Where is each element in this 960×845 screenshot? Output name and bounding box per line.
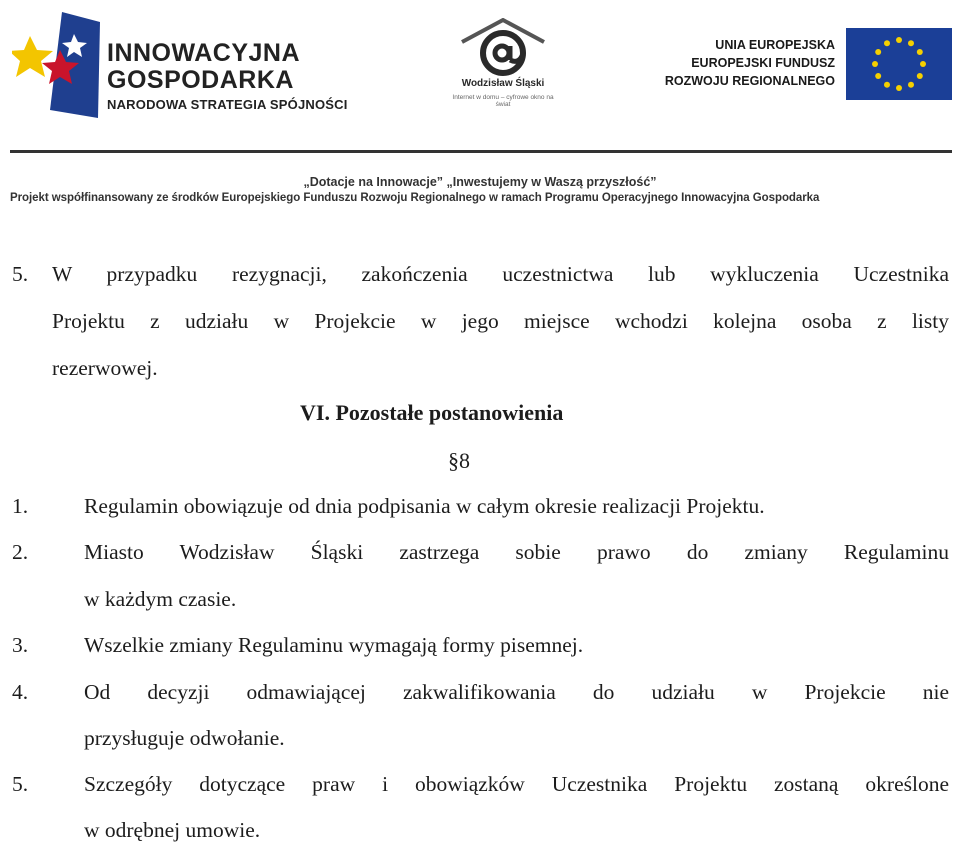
item-number: 2. <box>12 540 29 564</box>
item-text-line: Wszelkie zmiany Regulaminu wymagają formy pisemnej. <box>84 633 584 657</box>
item-number: 5. <box>12 262 29 286</box>
item-text-line: Od decyzji odmawiającej zakwalifikowania do udziału w Projekcie nie <box>84 680 949 704</box>
eu-line1: UNIA EUROPEJSKA <box>715 38 835 52</box>
item-text-line: przysługuje odwołanie. <box>84 726 285 750</box>
item-number: 3. <box>12 633 29 657</box>
item-number: 4. <box>12 680 29 704</box>
item-text-line: W przypadku rezygnacji, zakończenia uczestnictwa lub wykluczenia Uczestnika <box>52 262 949 286</box>
item-text-line: rezerwowej. <box>52 356 158 380</box>
item-text-line: Miasto Wodzisław Śląski zastrzega sobie prawo do zmiany Regulaminu <box>84 540 949 564</box>
item-text-line: Szczegóły dotyczące praw i obowiązków Uczestnika Projektu zostaną określone <box>84 772 949 796</box>
item-number: 1. <box>12 494 29 518</box>
item-text-line: w odrębnej umowie. <box>84 818 261 842</box>
wodzislaw-name: Wodzisław Śląski <box>461 78 545 89</box>
item-number: 5. <box>12 772 29 796</box>
funding-note: Projekt współfinansowany ze środków Europejskiego Funduszu Rozwoju Regionalnego w ramach Programu Operacyjnego Innowacyjna Gospodarka <box>10 192 820 204</box>
slogan: „Dotacje na Innowacje” „Inwestujemy w Waszą przyszłość” <box>303 175 657 189</box>
item-text-line: Projektu z udziału w Projekcie w jego miejsce wchodzi kolejna osoba z listy <box>52 309 949 333</box>
wodzislaw-tagline: Internet w domu – cyfrowe okno na świat <box>452 94 554 108</box>
item-text-line: Regulamin obowiązuje od dnia podpisania w całym okresie realizacji Projektu. <box>84 494 765 518</box>
ig-title-line1: INNOWACYJNA <box>107 39 301 67</box>
item-text-line: w każdym czasie. <box>84 587 237 611</box>
paragraph-sign: §8 <box>448 448 470 473</box>
section-heading: VI. Pozostałe postanowienia <box>300 400 564 425</box>
ig-subtitle: NARODOWA STRATEGIA SPÓJNOŚCI <box>107 97 348 112</box>
eu-line3: ROZWOJU REGIONALNEGO <box>664 74 835 88</box>
eu-line2: EUROPEJSKI FUNDUSZ <box>691 56 835 70</box>
ig-title-line2: GOSPODARKA <box>107 66 294 94</box>
